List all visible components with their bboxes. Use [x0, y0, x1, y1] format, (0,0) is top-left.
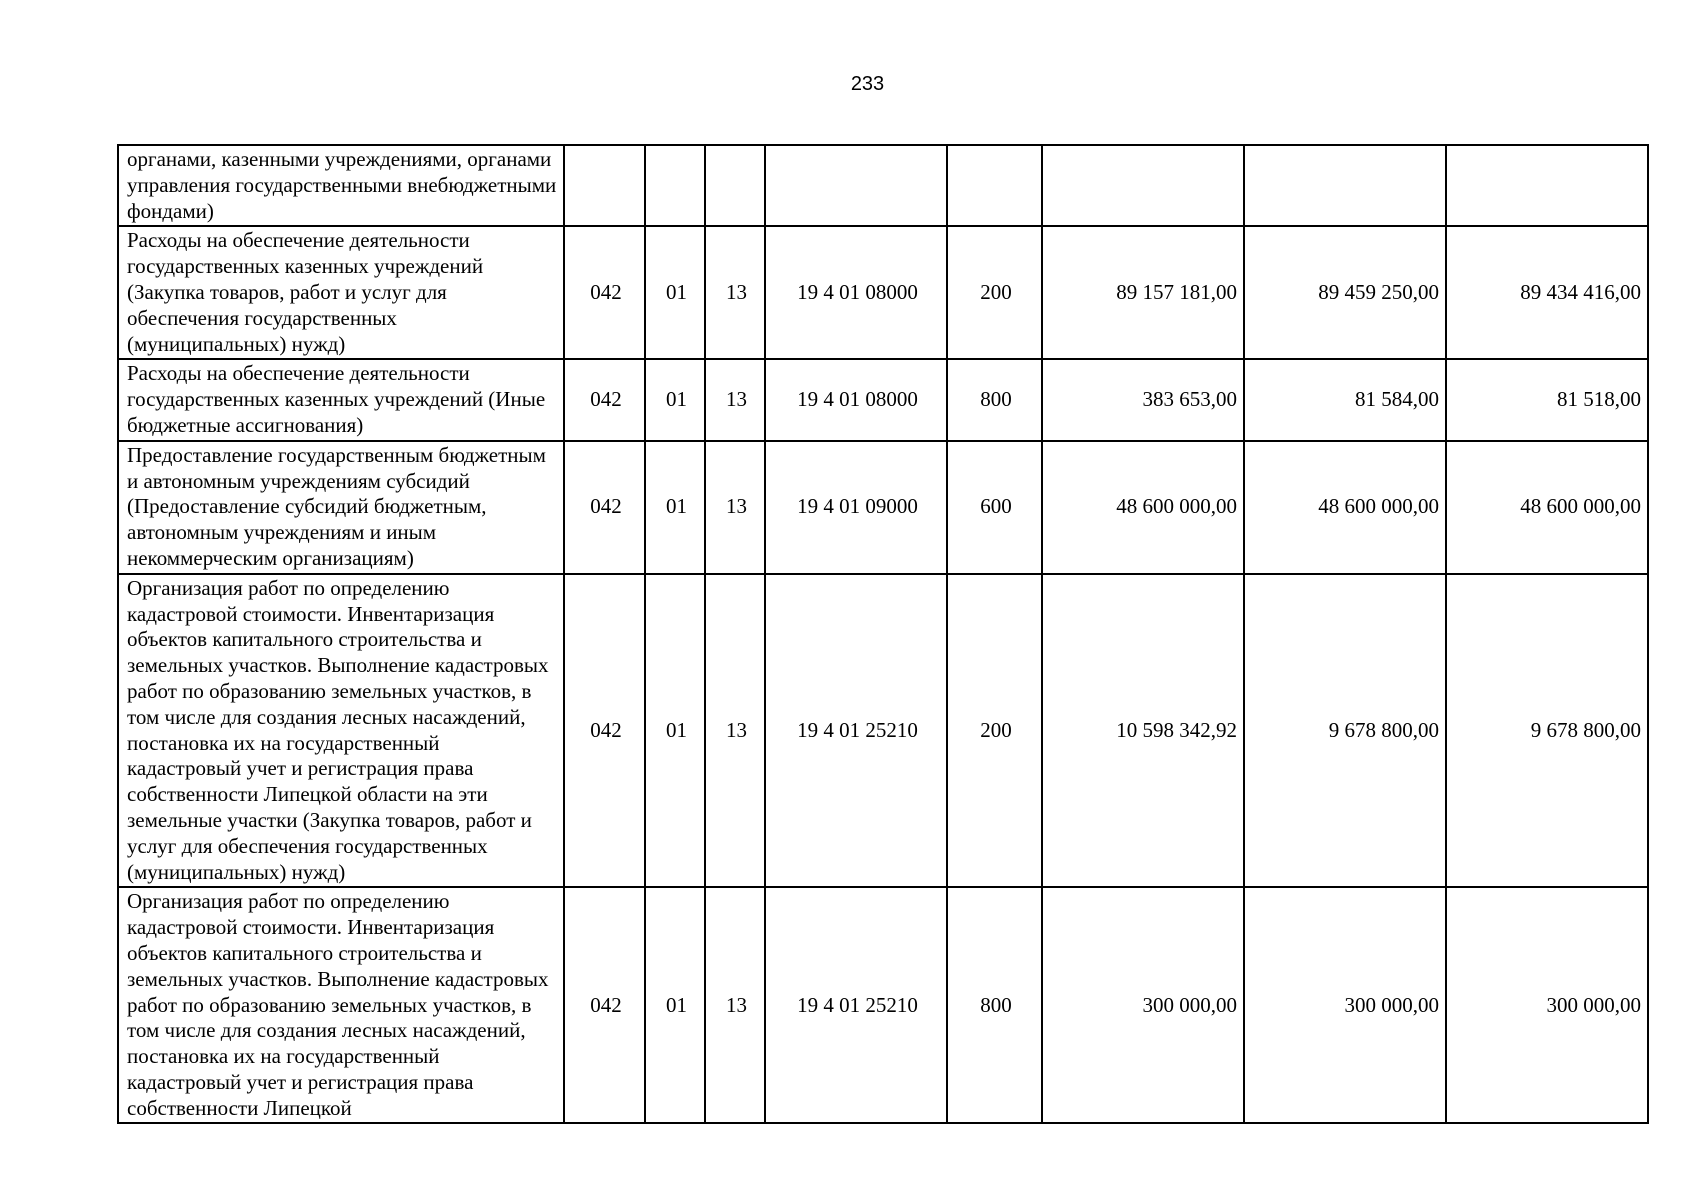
table-row [118, 441, 1648, 574]
amount-year-1 [1042, 145, 1244, 226]
expense-type-code: 600 [947, 441, 1042, 574]
amount-year-2: 9 678 800,00 [1244, 574, 1446, 888]
amount-year-1: 48 600 000,00 [1042, 441, 1244, 574]
ministry-code [564, 145, 645, 226]
expense-type-code: 800 [947, 887, 1042, 1123]
target-item-code: 19 4 01 08000 [765, 226, 947, 359]
section-code [645, 145, 705, 226]
target-item-code: 19 4 01 25210 [765, 887, 947, 1123]
amount-year-2: 89 459 250,00 [1244, 226, 1446, 359]
ministry-code: 042 [564, 359, 645, 440]
expense-type-code: 200 [947, 226, 1042, 359]
budget-table [117, 144, 1649, 1124]
subsection-code: 13 [705, 226, 765, 359]
row-description: Расходы на обеспечение деятельности государственных казенных учреждений (Закупка товаров, работ и услуг для обеспечения государственных (муниципальных) нужд) [118, 226, 564, 359]
table-row [118, 145, 1648, 226]
subsection-code [705, 145, 765, 226]
subsection-code: 13 [705, 441, 765, 574]
ministry-code: 042 [564, 226, 645, 359]
amount-year-1: 383 653,00 [1042, 359, 1244, 440]
target-item-code: 19 4 01 08000 [765, 359, 947, 440]
row-description: Организация работ по определению кадастровой стоимости. Инвентаризация объектов капитального строительства и земельных участков. Выполнение кадастровых работ по образованию земельных участков, в том числе для создания лесных насаждений, постановка их на государственный кадастровый учет и регистрация права собственности Липецкой области на эти земельные участки (Закупка товаров, работ и услуг для обеспечения государственных (муниципальных) нужд) [118, 574, 564, 888]
expense-type-code: 200 [947, 574, 1042, 888]
expense-type-code [947, 145, 1042, 226]
amount-year-1: 300 000,00 [1042, 887, 1244, 1123]
row-description: органами, казенными учреждениями, органами управления государственными внебюджетными фондами) [118, 145, 564, 226]
row-description: Предоставление государственным бюджетным и автономным учреждениям субсидий (Предоставление субсидий бюджетным, автономным учреждениям и иным некоммерческим организациям) [118, 441, 564, 574]
row-description: Организация работ по определению кадастровой стоимости. Инвентаризация объектов капитального строительства и земельных участков. Выполнение кадастровых работ по образованию земельных участков, в том числе для создания лесных насаждений, постановка их на государственный кадастровый учет и регистрация права собственности Липецкой [118, 887, 564, 1123]
amount-year-2: 81 584,00 [1244, 359, 1446, 440]
amount-year-3: 89 434 416,00 [1446, 226, 1648, 359]
subsection-code: 13 [705, 574, 765, 888]
amount-year-3 [1446, 145, 1648, 226]
target-item-code [765, 145, 947, 226]
table-row [118, 359, 1648, 440]
row-description: Расходы на обеспечение деятельности государственных казенных учреждений (Иные бюджетные ассигнования) [118, 359, 564, 440]
section-code: 01 [645, 887, 705, 1123]
target-item-code: 19 4 01 25210 [765, 574, 947, 888]
amount-year-3: 300 000,00 [1446, 887, 1648, 1123]
amount-year-2 [1244, 145, 1446, 226]
target-item-code: 19 4 01 09000 [765, 441, 947, 574]
table-row [118, 887, 1648, 1123]
amount-year-3: 48 600 000,00 [1446, 441, 1648, 574]
amount-year-3: 9 678 800,00 [1446, 574, 1648, 888]
expense-type-code: 800 [947, 359, 1042, 440]
section-code: 01 [645, 226, 705, 359]
section-code: 01 [645, 441, 705, 574]
subsection-code: 13 [705, 359, 765, 440]
amount-year-3: 81 518,00 [1446, 359, 1648, 440]
section-code: 01 [645, 574, 705, 888]
table-row [118, 226, 1648, 359]
ministry-code: 042 [564, 574, 645, 888]
amount-year-1: 89 157 181,00 [1042, 226, 1244, 359]
ministry-code: 042 [564, 441, 645, 574]
ministry-code: 042 [564, 887, 645, 1123]
section-code: 01 [645, 359, 705, 440]
amount-year-2: 48 600 000,00 [1244, 441, 1446, 574]
page-number: 233 [850, 73, 885, 95]
amount-year-1: 10 598 342,92 [1042, 574, 1244, 888]
subsection-code: 13 [705, 887, 765, 1123]
table-row [118, 574, 1648, 888]
amount-year-2: 300 000,00 [1244, 887, 1446, 1123]
